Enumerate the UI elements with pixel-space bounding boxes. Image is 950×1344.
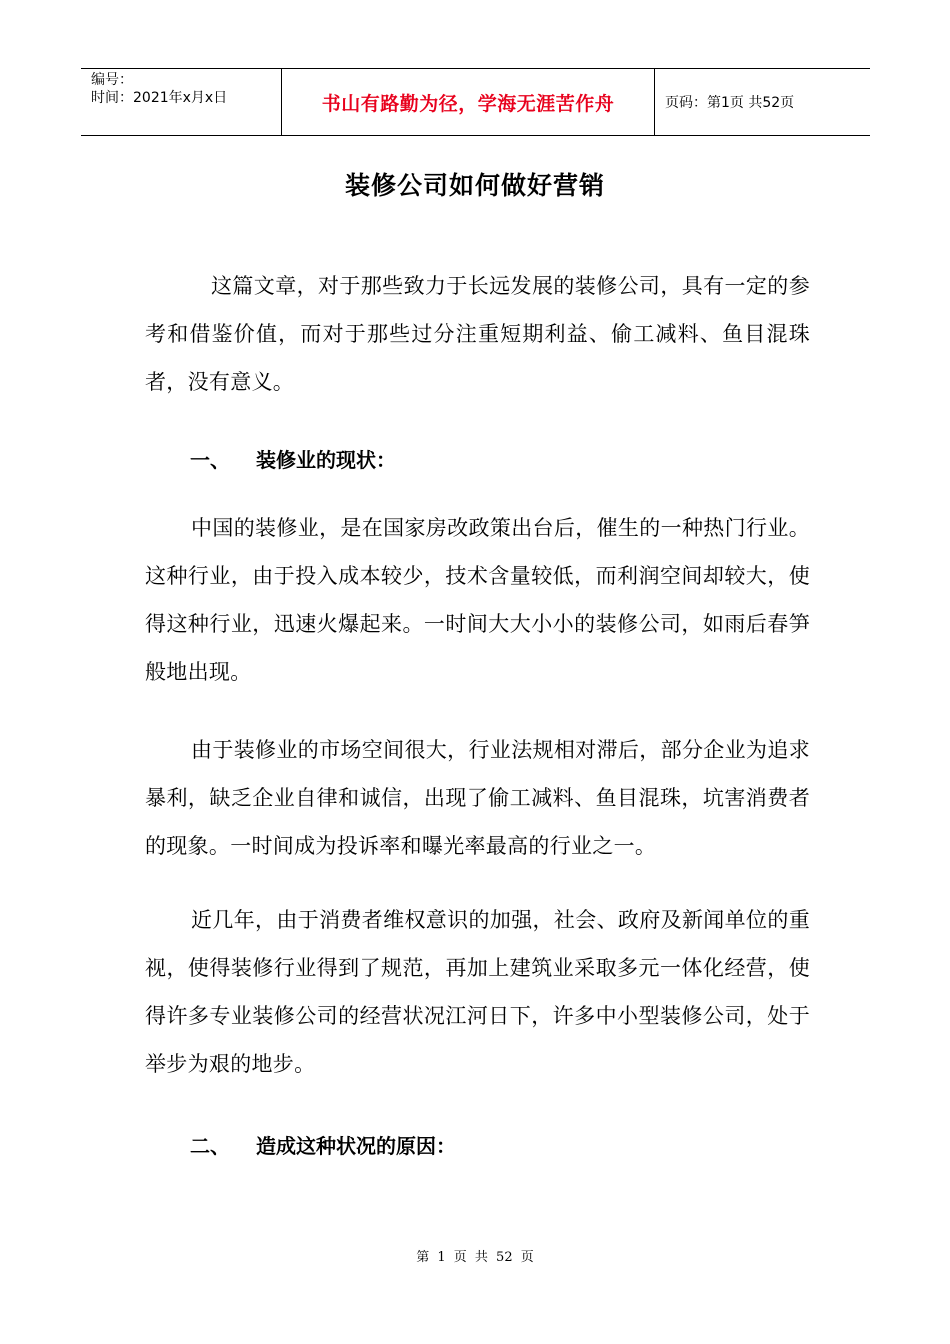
- section-1-paragraph: 中国的装修业，是在国家房改政策出台后，催生的一种热门行业。这种行业，由于投入成本较少，技术含量较低，而利润空间却较大，使得这种行业，迅速火爆起来。一时间大大小小的装修公司，如雨后春笋般地出现。: [145, 516, 810, 684]
- document-number-label: 编号：: [91, 72, 133, 88]
- document-time-label: 时间：2021年x月x日: [91, 90, 228, 106]
- document-title: 装修公司如何做好营销: [344, 171, 605, 200]
- page-footer: 第 1 页 共 52 页: [416, 1250, 534, 1265]
- section-1-number: 一、: [190, 448, 230, 472]
- section-1-heading: [190, 444, 396, 473]
- section-1-paragraph: 近几年，由于消费者维权意识的加强，社会、政府及新闻单位的重视，使得装修行业得到了规范，再加上建筑业采取多元一体化经营，使得许多专业装修公司的经营状况江河日下，许多中小型装修公司，处于举步为艰的地步。: [145, 908, 810, 1076]
- section-2-number: 二、: [190, 1134, 230, 1158]
- section-1-paragraph: 由于装修业的市场空间很大，行业法规相对滞后，部分企业为追求暴利，缺乏企业自律和诚信，出现了偷工减料、鱼目混珠，坑害消费者的现象。一时间成为投诉率和曝光率最高的行业之一。: [145, 738, 810, 858]
- header-page-info: 页码：第1页 共52页: [665, 95, 795, 111]
- section-1-title: 装修业的现状：: [256, 448, 396, 472]
- header-meta: [81, 69, 282, 135]
- section-2-heading: [190, 1130, 456, 1159]
- page-header: [81, 68, 870, 136]
- header-motto: 书山有路勤为径，学海无涯苦作舟: [282, 69, 655, 135]
- intro-paragraph: 这篇文章，对于那些致力于长远发展的装修公司，具有一定的参考和借鉴价值，而对于那些过分注重短期利益、偷工减料、鱼目混珠者，没有意义。: [145, 274, 810, 394]
- section-2-title: 造成这种状况的原因：: [256, 1134, 456, 1158]
